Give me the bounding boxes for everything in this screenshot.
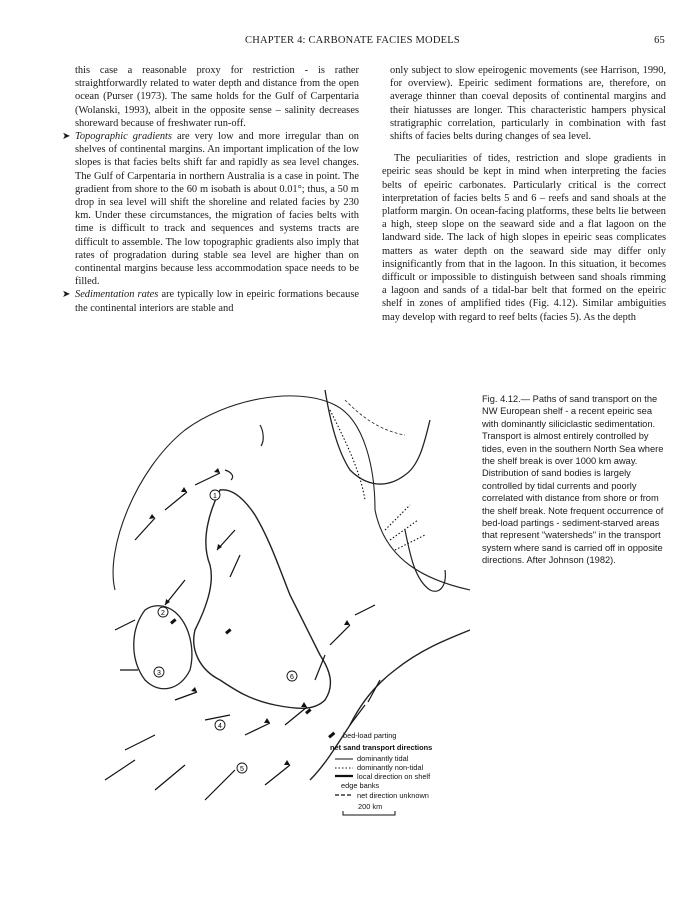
arrowhead — [344, 620, 350, 625]
legend-tidal-label: dominantly tidal — [357, 754, 409, 763]
left-column — [62, 64, 359, 315]
bullet-text: are typically low in epeiric formations because the continental interiors are stable and — [75, 289, 359, 314]
arrow-solid — [135, 518, 155, 540]
arrow-dotted — [395, 535, 425, 550]
right-paragraph-1: only subject to slow epeirogenic movements (see Harrison, 1990, for overview). Epeiric sediment formations are, therefore, on average thinner than coeval deposits of continental margins and their hiatusses are longer. This characteristic hampers physical stratigraphic correlation, particularly in combination with fast shifts of facies belts during changes of sea level. — [390, 65, 666, 143]
marker-3 — [154, 667, 164, 677]
page-number: 65 — [654, 35, 665, 46]
legend-local-label: local direction on shelf — [357, 772, 431, 781]
parting-mark — [170, 618, 177, 624]
nontidal-arrows — [330, 410, 425, 550]
shelf-edge-line — [113, 396, 470, 590]
arrow-dotted — [330, 410, 365, 500]
marker-2-label: 2 — [161, 610, 165, 617]
arrowhead — [191, 687, 197, 692]
norway-coast — [325, 390, 430, 484]
bullet-topographic-gradients — [62, 130, 359, 288]
arrow-solid — [195, 473, 220, 485]
right-paragraph-2: The peculiarities of tides, restriction and slope gradients in epeiric seas should be kept in mind when interpreting the facies belts of epeiric carbonates. Particularly critical is the correct interpretation of facies belts 5 and 6 – reefs and sand shoals at the platform margin. On ocean-facing platforms, these belts lie between a high, steep slope on the seaward side and a flat lagoon on the landward side. The lack of high slopes in epeiric seas complicates matters as water depth on the seaward side may differ only insignificantly from that in the lagoon. In this situation, it becomes difficult or impossible to distinguish between sand shoals rimming a lagoon and sands of a tidal-bar belt that formed on the epeiric shelf in zones of amplified tides (Fig. 4.12). Similar ambiguities may develop with regard to reef belts (facies 5). As the depth — [382, 153, 666, 323]
running-head — [75, 35, 665, 49]
arrowhead — [214, 468, 220, 473]
marker-5 — [237, 763, 247, 773]
marker-6 — [287, 671, 297, 681]
arrow-solid — [355, 605, 375, 615]
arrowhead — [301, 702, 307, 707]
arrow-solid — [315, 655, 325, 680]
ireland-coast — [134, 606, 192, 689]
denmark-coast — [405, 530, 445, 591]
arrowhead — [181, 487, 187, 492]
parting-mark — [305, 708, 312, 714]
arrow-solid — [125, 735, 155, 750]
marker-5-label: 5 — [240, 766, 244, 773]
britain-coast — [194, 490, 331, 709]
caption-text: Fig. 4.12.— Paths of sand transport on the NW European shelf - a recent epeiric sea with dominantly siliciclastic sedimentation. Transport is almost entirely controlled by tides, even in the southern North Sea where the shelf break is over 1000 km away. Distribution of sand bodies is largely controlled by tidal currents and poorly correlated with distance from shore or from the shelf break. Note frequent occurrence of bed-load partings - sediment-starved areas that represent "watersheds" in the transport system where sand is carried off in opposite directions. After Johnson (1982). — [482, 394, 664, 566]
arrow-solid — [285, 707, 307, 725]
island-shetland — [260, 425, 263, 446]
arrow-solid — [105, 760, 135, 780]
right-column — [382, 64, 666, 324]
sand-transport-map — [75, 380, 470, 820]
arrow-solid — [205, 770, 235, 800]
arrow-dotted — [385, 505, 410, 530]
arrow-dotted — [390, 520, 418, 540]
arrow-solid — [265, 765, 290, 785]
region-markers — [154, 490, 297, 773]
marker-2 — [158, 607, 168, 617]
marker-4 — [215, 720, 225, 730]
figure-caption — [482, 393, 667, 567]
parting-mark — [225, 628, 232, 634]
arrow-solid — [115, 620, 135, 630]
marker-6-label: 6 — [290, 674, 294, 681]
arrowhead — [284, 760, 290, 765]
bullet-arrow-icon: ➤ — [62, 131, 71, 143]
arrow-solid — [165, 492, 187, 510]
scale-bar — [343, 811, 395, 815]
arrowhead — [264, 718, 270, 723]
marker-3-label: 3 — [157, 670, 161, 677]
legend-parting-label: bed-load parting — [343, 731, 397, 740]
arrow-solid — [350, 705, 365, 725]
marker-4-label: 4 — [218, 723, 222, 730]
map-legend — [328, 731, 432, 815]
arrow-solid — [368, 680, 380, 702]
legend-parting-icon — [328, 732, 335, 739]
bullet-sedimentation-rates — [62, 288, 359, 314]
figure-4-12 — [75, 380, 470, 820]
island-orkney — [225, 470, 233, 480]
arrow-solid — [155, 765, 185, 790]
legend-scale-label: 200 km — [358, 802, 383, 811]
left-paragraph-1: this case a reasonable proxy for restriction - is rather straightforwardly related to water depth and distance from the open ocean (Purser (1973). The same holds for the Gulf of Carpentaria (Wolanski, 1993), albeit in the opposite sense – salinity decreases shoreward because of freshwater run-off. — [75, 65, 359, 129]
arrow-solid — [175, 692, 197, 700]
bullet-term: Sedimentation rates — [75, 289, 159, 301]
arrow-solid — [205, 715, 230, 720]
bullet-term: Topographic gradients — [75, 131, 172, 143]
marker-1-label: 1 — [213, 493, 217, 500]
norway-coast-2 — [345, 400, 405, 435]
legend-title: net sand transport directions — [330, 743, 433, 752]
chapter-title: CHAPTER 4: CARBONATE FACIES MODELS — [245, 35, 460, 46]
marker-1 — [210, 490, 220, 500]
legend-unknown-label: net direction unknown — [357, 791, 429, 800]
legend-nontidal-label: dominantly non-tidal — [357, 763, 424, 772]
legend-edge-label: edge banks — [341, 781, 380, 790]
arrow-solid — [245, 723, 270, 735]
arrow-solid — [230, 555, 240, 577]
arrow-solid — [330, 625, 350, 645]
bullet-arrow-icon: ➤ — [62, 289, 71, 301]
bullet-text: are very low and more irregular than on shelves of continental margins. An important implication of the low slopes is that facies belts shift far and rapidly as sea level changes. The Gulf of Carpentaria in northern Australia is a case in point. The gradient from shore to the 60 m isobath is about 0.01°; thus, a 50 m drop in sea level will shift the shoreline and related facies by 230 km. Under these circumstances, the migration of facies belts with time is difficult to track and sequences and systems tracts are difficult to assemble. The low topographic gradients also imply that rates of progradation during stable sea level are higher than on continental margins because less accommodation space needs to be filled. — [75, 131, 359, 288]
